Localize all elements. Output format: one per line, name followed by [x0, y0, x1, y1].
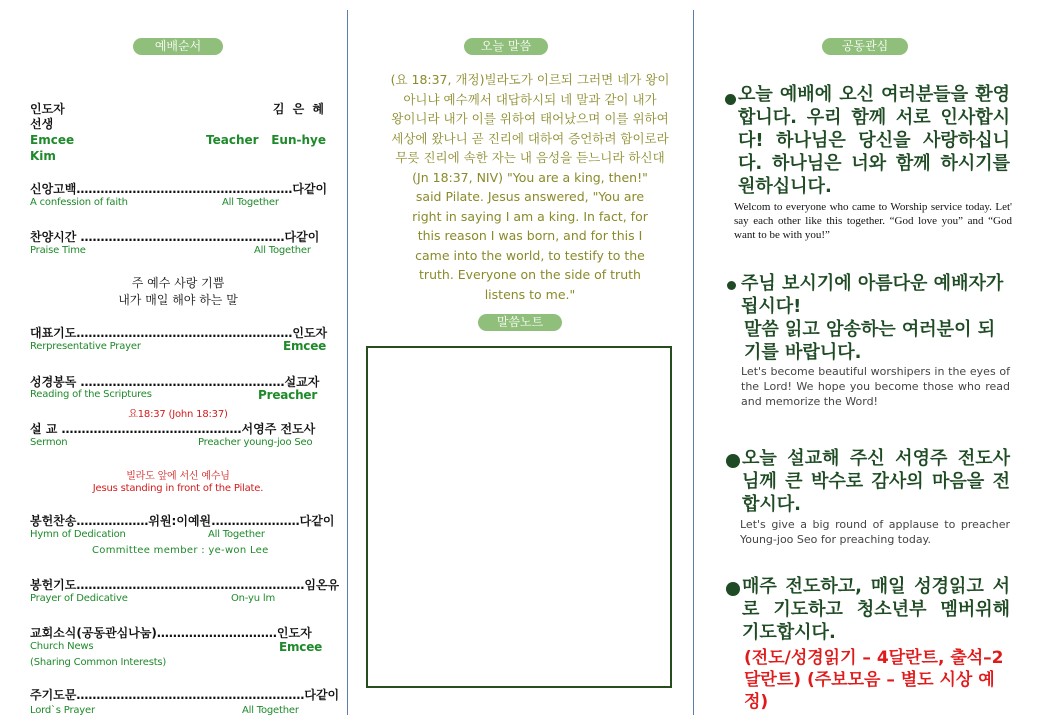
en-left: Hymn of Dedication: [30, 529, 126, 540]
en-left: Sermon: [30, 437, 68, 448]
order-item: 교회소식(공동관심나눔)…………………………인도자: [30, 626, 312, 640]
announcement-ko: 오늘 설교해 주신 서영주 전도사님께 큰 박수로 감사의 마음을 전합시다.: [742, 448, 1010, 515]
sermon-title-ko: 빌라도 앞에 서신 예수님: [126, 471, 230, 482]
order-item: 설 교 ………………………………………서영주 전도사: [30, 422, 316, 436]
announcement-ko: [738, 272, 1010, 364]
intro-cont: 선생: [30, 117, 54, 131]
intro-ko-left: 인도자: [30, 102, 65, 116]
verse-line: (요 18:37, 개정)빌라도가 이르되 그러면 네가 왕이: [390, 72, 670, 87]
announcement-ko: 오늘 예배에 오신 여러분들을 환영합니다. 우리 함께 서로 인사합시다! 하나님은 당신을 사랑하십니다. 하나님은 너와 함께 하시기를 원하십니다.: [738, 84, 1010, 197]
verse-line: this reason I was born, and for this I: [417, 228, 643, 243]
bullet-icon: [727, 281, 736, 290]
announcement-en: Welcom to everyone who came to Worship service today. Let' say each other like this together. “God love you” and “God want to be with you!”: [734, 201, 1012, 241]
en-right: Preacher: [258, 388, 318, 402]
announcement-talent-note: (전도/성경읽기 – 4달란트, 출석–2달란트) (주보모음 – 별도 시상 예정): [744, 648, 1004, 712]
announcement-ko: 매주 전도하고, 매일 성경읽고 서로 기도하고 청소년부 멤버위해 기도합시다.: [742, 576, 1010, 643]
verse-line: 아니냐 예수께서 대답하시되 네 말과 같이 내가: [403, 91, 657, 107]
order-item-en: [30, 437, 326, 448]
order-item: 주기도문…………………………………………………다같이: [30, 688, 340, 702]
common-interests-header: 공동관심: [822, 38, 908, 55]
en-left: Rerpresentative Prayer: [30, 341, 141, 352]
committee-member: Committee member : ye-won Lee: [92, 545, 269, 556]
verse-line: right in saying I am a king. In fact, for: [412, 208, 648, 224]
verse-line: 세상에 왔나니 곧 진리에 대하여 증언하려 함이로라: [391, 130, 669, 146]
en-right: Preacher young-joo Seo: [198, 437, 313, 448]
order-item-en: [30, 389, 326, 400]
verse-line: truth. Everyone on the side of truth: [419, 267, 641, 282]
en-right: Emcee: [279, 640, 323, 654]
song-line-2: 내가 매일 해야 하는 말: [118, 293, 238, 307]
order-of-worship-header: 예배순서: [133, 38, 223, 55]
verse-line: 무릇 진리에 속한 자는 내 음성을 듣느니라 하신대: [395, 150, 665, 165]
intro-en-cont: Kim: [30, 149, 56, 163]
verse-line: (Jn 18:37, NIV) "You are a king, then!": [412, 169, 648, 185]
announcement-ko-line1: 주님 보시기에 아름다운 예배자가 됩시다!: [741, 273, 1004, 317]
announcement-en: Let's give a big round of applause to preacher Young-joo Seo for preaching today.: [740, 518, 1010, 546]
verse-line: said Pilate. Jesus answered, "You are: [415, 189, 645, 204]
order-item-en: [30, 341, 326, 352]
bullet-icon: [725, 94, 736, 105]
order-item-en: [30, 529, 326, 540]
order-item: 신앙고백………………………………………………다같이: [30, 182, 328, 196]
bullet-icon: [726, 454, 740, 468]
todays-word-header: 오늘 말씀: [464, 38, 548, 55]
intro-ko-right: 김 은 혜: [272, 102, 326, 116]
en-right: On-yu lm: [231, 593, 275, 604]
order-item: 봉헌찬송………………위원:이예원.…………………다같이: [30, 514, 335, 528]
intro-en-right: Eun-hye: [271, 133, 326, 147]
order-item-en: [30, 641, 326, 652]
order-item-en: [30, 705, 326, 716]
divider-left: [347, 10, 348, 715]
en-left: Lord`s Prayer: [30, 705, 95, 716]
en-left: Prayer of Dedicative: [30, 593, 128, 604]
sermon-notes-header: 말씀노트: [478, 314, 562, 331]
scripture-reference: 요18:37 (John 18:37): [128, 409, 228, 420]
divider-right: [693, 10, 694, 715]
order-item: 성경봉독 ……………………………………………설교자: [30, 375, 320, 389]
sharing-common-interests: (Sharing Common Interests): [30, 657, 167, 668]
en-left: Church News: [30, 641, 94, 652]
verse-line: 왕이니라 내가 이를 위하여 태어났으며 이를 위하여: [391, 111, 669, 126]
en-left: A confession of faith: [30, 197, 128, 208]
order-item-en: [30, 245, 326, 256]
en-right: All Together: [254, 245, 311, 256]
order-item: 찬양시간 ……………………………………………다같이: [30, 230, 320, 244]
en-right: All Together: [208, 529, 265, 540]
order-item: 대표기도………………………………………………인도자: [30, 326, 328, 340]
intro-en-mid: Teacher: [206, 133, 259, 147]
order-item-en: [30, 593, 326, 604]
scripture-verse: [380, 70, 680, 304]
en-right: Emcee: [283, 339, 327, 353]
song-line-1: 주 예수 사랑 기쁨: [131, 276, 225, 290]
intro-en-left: Emcee: [30, 133, 75, 147]
intro-en-row: [30, 133, 326, 147]
en-left: Reading of the Scriptures: [30, 389, 152, 400]
sermon-title-en: Jesus standing in front of the Pilate.: [92, 483, 264, 494]
verse-line: came into the world, to testify to the: [415, 247, 645, 263]
sermon-notes-box[interactable]: [366, 346, 672, 688]
order-item: 봉헌기도…………………………………………………임온유: [30, 578, 340, 592]
announcement-ko-line2: 말씀 읽고 암송하는 여러분이 되기를 바랍니다.: [744, 319, 996, 363]
bullet-icon: [726, 582, 740, 596]
order-item-en: [30, 197, 326, 208]
announcement-en: Let's become beautiful worshipers in the eyes of the Lord! We hope you become those who read and memorize the Word!: [741, 365, 1010, 408]
en-right: All Together: [222, 197, 279, 208]
verse-line: listens to me.": [484, 286, 576, 302]
en-left: Praise Time: [30, 245, 86, 256]
en-right: All Together: [242, 705, 299, 716]
